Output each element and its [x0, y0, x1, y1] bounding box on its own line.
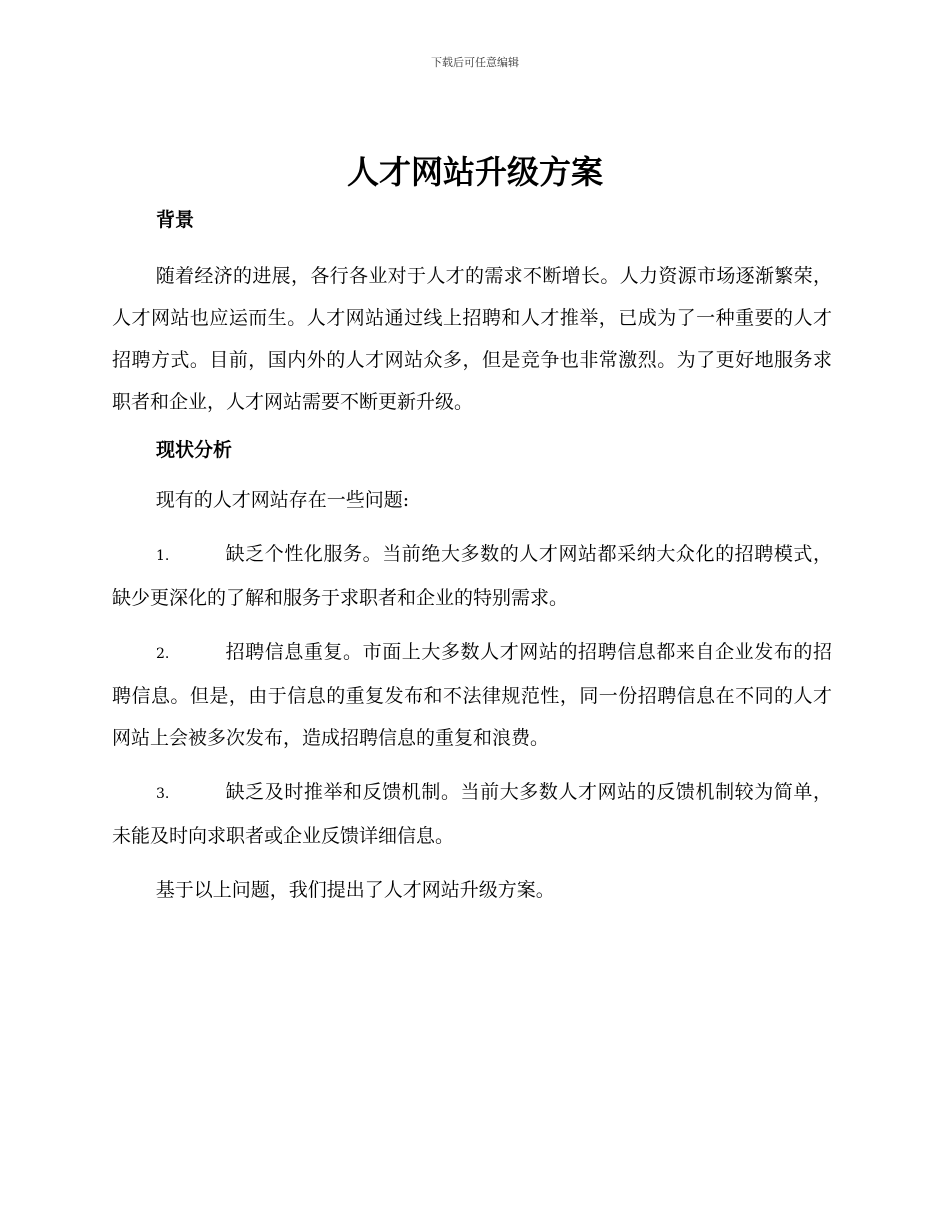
section-heading-status-analysis: 现状分析	[156, 439, 233, 461]
header-note: 下载后可任意编辑	[431, 56, 519, 69]
background-paragraph: 随着经济的进展，各行各业对于人才的需求不断增长。人力资源市场逐渐繁荣，人才网站也应运而生。人才网站通过线上招聘和人才推举，已成为了一种重要的人才招聘方式。目前，国内外的人才网站众多，但是竞争也非常激烈。为了更好地服务求职者和企业，人才网站需要不断更新升级。	[112, 265, 832, 413]
list-item-3	[112, 771, 832, 857]
list-item-2	[112, 631, 832, 759]
list-number-1: 1.	[156, 548, 170, 564]
list-item-1	[112, 533, 832, 619]
section-heading-background: 背景	[156, 209, 195, 231]
document-body	[112, 205, 832, 911]
status-intro-paragraph: 现有的人才网站存在一些问题:	[155, 489, 410, 511]
list-number-2: 2.	[156, 646, 170, 662]
list-text-1: 缺乏个性化服务。当前绝大多数的人才网站都采纳大众化的招聘模式，缺少更深化的了解和服务于求职者和企业的特别需求。	[112, 543, 832, 609]
document-title: 人才网站升级方案	[346, 153, 603, 191]
list-text-2: 招聘信息重复。市面上大多数人才网站的招聘信息都来自企业发布的招聘信息。但是，由于信息的重复发布和不法律规范性，同一份招聘信息在不同的人才网站上会被多次发布，造成招聘信息的重复和浪费。	[112, 641, 832, 749]
list-number-3: 3.	[156, 786, 170, 802]
list-text-3: 缺乏及时推举和反馈机制。当前大多数人才网站的反馈机制较为简单，未能及时向求职者或企业反馈详细信息。	[112, 781, 832, 847]
conclusion-paragraph: 基于以上问题，我们提出了人才网站升级方案。	[155, 879, 555, 901]
